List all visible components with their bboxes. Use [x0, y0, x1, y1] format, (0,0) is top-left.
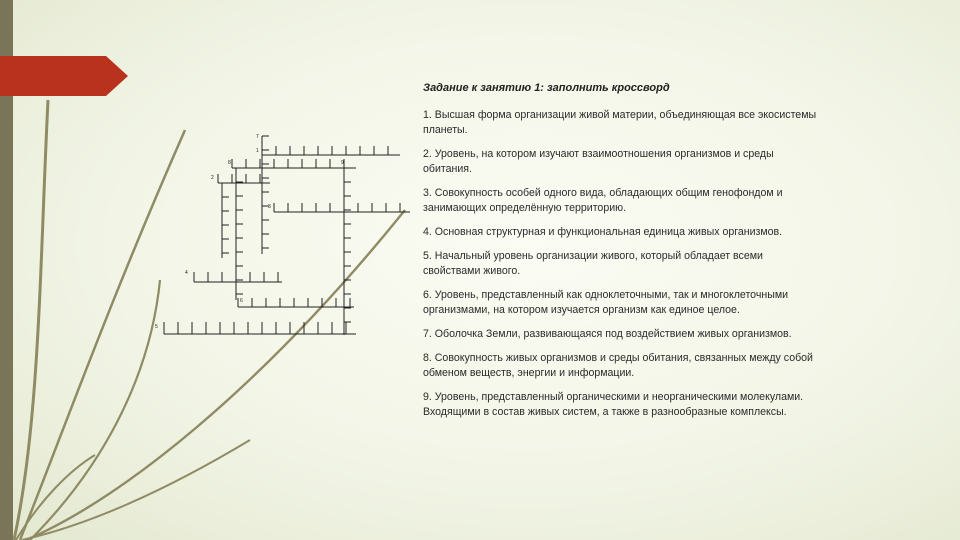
crossword-number-6: 6	[240, 298, 243, 304]
crossword-number-9: 9	[341, 160, 344, 166]
crossword-number-8: 8	[228, 160, 231, 166]
crossword-grid	[150, 120, 420, 350]
task-title: Задание к занятию 1: заполнить кроссворд	[423, 82, 670, 94]
crossword-number-1: 1	[256, 148, 259, 154]
task-panel	[423, 82, 823, 429]
crossword-number-4: 4	[185, 270, 188, 276]
clue-4: 4. Основная структурная и функциональная единица живых организмов.	[423, 226, 783, 238]
clue-6: 6. Уровень, представленный как одноклеточными, так и многоклеточными организмами, на котором изучается организм как единое целое.	[423, 289, 789, 316]
clue-8: 8. Совокупность живых организмов и среды обитания, связанных между собой обменом веществ, энергии и информации.	[423, 352, 813, 379]
crossword-number-3: 3	[268, 204, 271, 210]
clue-2: 2. Уровень, на котором изучают взаимоотношения организмов и среды обитания.	[423, 148, 774, 175]
clue-1: 1. Высшая форма организации живой материи, объединяющая все экосистемы планеты.	[423, 109, 817, 136]
clue-9: 9. Уровень, представленный органическими и неорганическими молекулами. Входящими в состав живых систем, а также в разнообразные комплексы.	[423, 391, 804, 418]
crossword-number-5: 5	[155, 324, 158, 330]
clue-7: 7. Оболочка Земли, развивающаяся под воздействием живых организмов.	[423, 328, 792, 340]
crossword-number-7: 7	[256, 134, 259, 140]
crossword-number-2: 2	[211, 175, 214, 181]
clue-5: 5. Начальный уровень организации живого, который обладает всеми свойствами живого.	[423, 250, 763, 277]
arrow-tab	[0, 56, 128, 96]
clue-3: 3. Совокупность особей одного вида, обладающих общим генофондом и занимающих определённую территорию.	[423, 187, 783, 214]
